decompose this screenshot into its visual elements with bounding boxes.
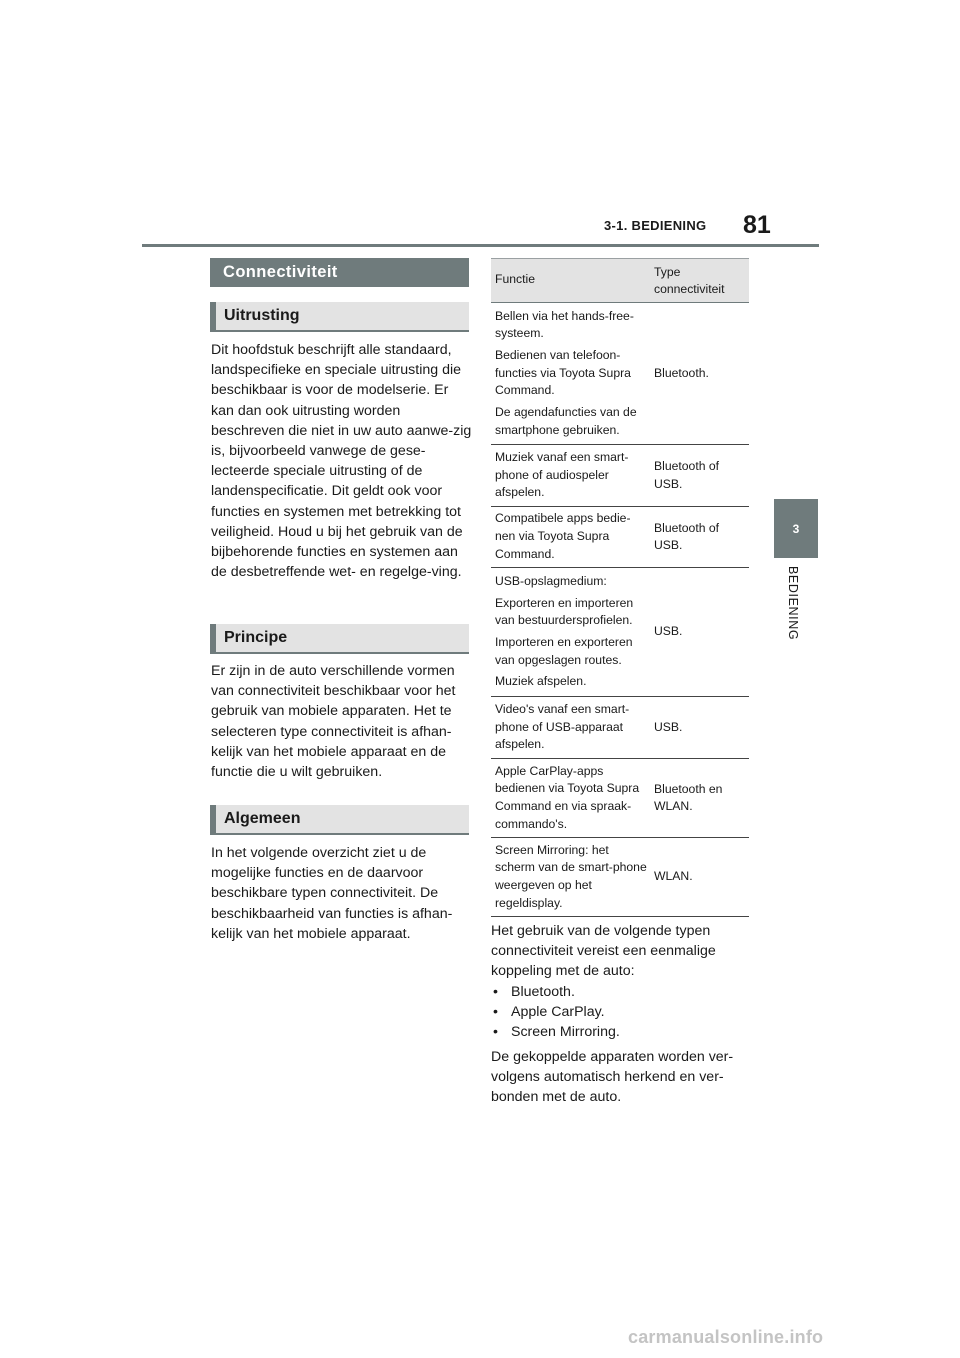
main-title: Connectiviteit	[210, 258, 469, 287]
table-row	[491, 507, 749, 568]
paragraph-principe: Er zijn in de auto verschillende vormen van connectiviteit beschikbaar voor het gebruik van mobiele apparaten. Het te selecteren type connectiviteit is afhan-kelijk van het mobiele apparaat en de functie die u wilt gebruiken.	[211, 663, 456, 781]
function-item: Apple CarPlay-apps bedienen via Toyota Supra Command en via spraak-commando's.	[495, 763, 640, 831]
table-cell-function	[491, 701, 651, 754]
table-cell-type: Bluetooth en WLAN.	[654, 781, 723, 813]
pairing-intro: Het gebruik van de volgende typen connectiviteit vereist een eenmalige koppeling met de auto:	[491, 923, 716, 980]
table-cell-type: Bluetooth.	[654, 365, 709, 380]
table-cell-function	[491, 308, 651, 440]
table-row	[491, 838, 749, 917]
list-item: • Apple CarPlay.	[491, 1002, 620, 1022]
pairing-list	[491, 982, 620, 1043]
watermark: carmanualsonline.info	[628, 1327, 824, 1347]
function-item: USB-opslagmedium:	[495, 573, 607, 588]
function-item: Importeren en exporteren van opgeslagen routes.	[495, 635, 633, 667]
list-item: • Screen Mirroring.	[491, 1022, 620, 1042]
table-header-type: Type connectiviteit	[654, 265, 725, 296]
function-item: Exporteren en importeren van bestuurdersprofielen.	[495, 595, 634, 628]
table-cell-type: USB.	[654, 719, 683, 734]
table-cell-type: Bluetooth of USB.	[654, 459, 720, 491]
subhead-uitrusting: Uitrusting	[210, 302, 469, 332]
paragraph-algemeen: In het volgende overzicht ziet u de mogelijke functies en de daarvoor beschikbare typen connectiviteit. De beschikbaarheid van functies is afhan-kelijk van het mobiele apparaat.	[211, 845, 453, 942]
table-cell-function	[491, 763, 651, 834]
table-row	[491, 697, 749, 759]
closing-paragraph: De gekoppelde apparaten worden ver-volgens automatisch herkend en ver-bonden met de auto.	[491, 1049, 734, 1106]
function-item: Screen Mirroring: het scherm van de smart-phone weergeven op het regeldisplay.	[495, 842, 647, 910]
function-item: Video's vanaf een smart-phone of USB-apparaat afspelen.	[495, 701, 630, 752]
connectivity-table	[491, 258, 749, 917]
page-number: 81	[743, 211, 771, 239]
table-row	[491, 303, 749, 445]
header-divider	[142, 244, 819, 247]
subhead-algemeen: Algemeen	[210, 805, 469, 835]
table-row	[491, 568, 749, 697]
function-item: Bellen via het hands-free-systeem.	[495, 308, 634, 341]
table-cell-function	[491, 842, 651, 913]
list-item: • Bluetooth.	[491, 982, 620, 1002]
function-item: Muziek vanaf een smart-phone of audiospeler afspelen.	[495, 449, 629, 500]
table-row	[491, 759, 749, 838]
paragraph-uitrusting: Dit hoofdstuk beschrijft alle standaard, landspecifieke en speciale uitrusting die beschikbaar is voor de modelserie. Er kan dan ook uitrusting worden beschreven die niet in uw auto aanwe-zig is, bijvoorbeeld vanwege de gese-lecteerde speciale uitrusting of de landenspecificatie. Dit geldt ook voor functies en systemen met betrekking tot veiligheid. Houd u bij het gebruik van de bijbehorende functies en systemen aan de desbetreffende wet- en regelge-ving.	[211, 342, 472, 581]
table-header-functie: Functie	[495, 272, 535, 286]
table-row	[491, 445, 749, 507]
chapter-tab-label: BEDIENING	[786, 566, 800, 641]
table-cell-type: WLAN.	[654, 869, 693, 884]
table-header	[491, 258, 749, 303]
function-item: Bedienen van telefoon-functies via Toyota Supra Command.	[495, 347, 631, 398]
table-cell-function	[491, 510, 651, 563]
function-item: Muziek afspelen.	[495, 674, 587, 689]
section-header: 3-1. BEDIENING	[604, 218, 707, 233]
table-cell-type: USB.	[654, 624, 683, 639]
chapter-tab: 3	[774, 499, 818, 558]
table-cell-type: Bluetooth of USB.	[654, 520, 720, 552]
subhead-principe: Principe	[210, 624, 469, 654]
function-item: Compatibele apps bedie-nen via Toyota Supra Command.	[495, 511, 631, 561]
table-cell-function	[491, 573, 651, 691]
function-item: De agendafuncties van de smartphone gebruiken.	[495, 405, 637, 437]
table-cell-function	[491, 449, 651, 502]
